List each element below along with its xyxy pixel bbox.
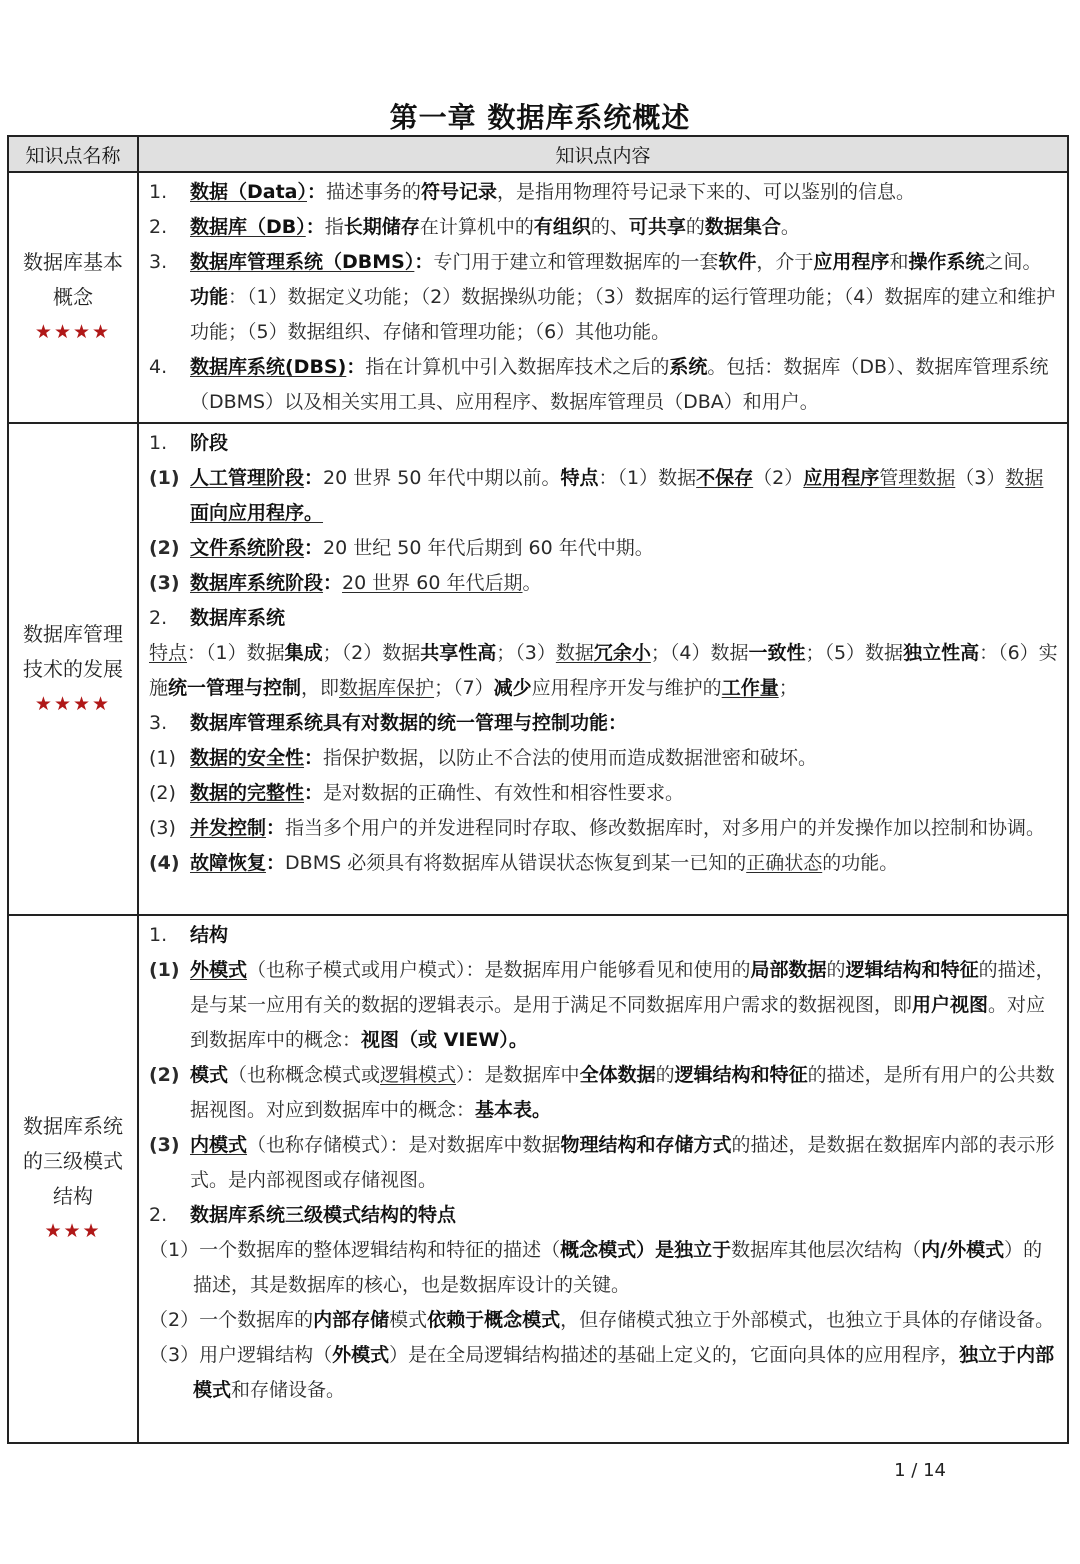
page-number: 1 / 14	[894, 1460, 946, 1481]
section-heading: 3. 数据库管理系统具有对数据的统一管理与控制功能：	[149, 712, 628, 734]
list-item: (3) 内模式（也称存储模式）：是对数据库中数据物理结构和存储方式的描述，是数据在数据库内部的表示形式。是内部视图或存储视图。	[149, 1134, 1055, 1191]
topic-name-line: 数据库基本	[23, 250, 123, 274]
list-item: （3）用户逻辑结构（外模式）是在全局逻辑结构描述的基础上定义的，它面向具体的应用程序，独立于内部模式和存储设备。	[149, 1344, 1055, 1401]
term: 数据库系统(DBS)	[190, 356, 347, 378]
term: 内模式	[190, 1134, 248, 1156]
header-content: 知识点内容	[138, 136, 1068, 172]
list-item: (1) 数据的安全性：指保护数据，以防止不合法的使用而造成数据泄密和破坏。	[149, 747, 818, 769]
list-item: (4) 故障恢复：DBMS 必须具有将数据库从错误状态恢复到某一已知的正确状态的功能。	[149, 852, 899, 874]
topic-content-cell	[138, 423, 1068, 915]
section-heading: 2. 数据库系统	[149, 607, 286, 629]
list-item: (2) 文件系统阶段：20 世纪 50 年代后期到 60 年代中期。	[149, 537, 654, 559]
list-item: (1) 外模式（也称子模式或用户模式）：是数据库用户能够看见和使用的局部数据的逻辑结构和特征的描述，是与某一应用有关的数据的逻辑表示。是用于满足不同数据库用户需求的数据视图，即用户视图。对应到数据库中的概念：视图（或 VIEW）。	[149, 959, 1055, 1051]
topic-name-cell	[8, 915, 138, 1443]
table-row	[8, 172, 1068, 423]
section-heading: 1. 结构	[149, 924, 229, 946]
section-heading: 1. 阶段	[149, 432, 229, 454]
list-item: （2）一个数据库的内部存储模式依赖于概念模式，但存储模式独立于外部模式，也独立于具体的存储设备。	[149, 1309, 1055, 1331]
term: 数据库管理系统（DBMS）	[190, 251, 415, 273]
list-item: 1. 数据（Data）：描述事务的符号记录，是指用物理符号记录下来的、可以鉴别的信息。	[149, 181, 916, 203]
term: 数据的安全性	[190, 747, 305, 769]
header-name: 知识点名称	[8, 136, 138, 172]
term: 文件系统阶段	[190, 537, 305, 559]
list-item: （1）一个数据库的整体逻辑结构和特征的描述（概念模式）是独立于数据库其他层次结构（内/外模式）的描述，其是数据库的核心，也是数据库设计的关键。	[149, 1239, 1043, 1296]
topic-name-line: 概念	[53, 285, 93, 309]
importance-stars: ★★★★	[34, 321, 112, 343]
topic-content-cell	[138, 915, 1068, 1443]
section-heading: 2. 数据库系统三级模式结构的特点	[149, 1204, 457, 1226]
topic-name-line: 数据库管理	[23, 621, 123, 646]
list-item: 4. 数据库系统(DBS)：指在计算机中引入数据库技术之后的系统。包括：数据库（DB）、数据库管理系统（DBMS）以及相关实用工具、应用程序、数据库管理员（DBA）和用户。	[149, 356, 1049, 413]
list-item: (2) 数据的完整性：是对数据的正确性、有效性和相容性要求。	[149, 782, 685, 804]
page-title: 第一章 数据库系统概述	[389, 101, 691, 134]
topic-name-line: 技术的发展	[23, 656, 123, 681]
term: 数据库系统阶段	[190, 572, 324, 594]
list-item: (2) 模式（也称概念模式或逻辑模式）：是数据库中全体数据的逻辑结构和特征的描述，是所有用户的公共数据视图。对应到数据库中的概念：基本表。	[149, 1064, 1055, 1121]
term: 数据的完整性	[190, 782, 305, 804]
term: 数据库（DB）	[190, 216, 306, 238]
topic-name-line: 的三级模式	[23, 1149, 123, 1173]
topic-name-line: 结构	[53, 1184, 93, 1208]
table-row	[8, 915, 1068, 1443]
topic-name-cell	[8, 172, 138, 423]
topic-name-cell	[8, 423, 138, 915]
list-item: 2. 数据库（DB）：指长期储存在计算机中的有组织的、可共享的数据集合。	[149, 216, 800, 238]
term: 模式	[190, 1064, 229, 1086]
table-header-row	[8, 136, 1068, 172]
table-row	[8, 423, 1068, 915]
topic-name-line: 数据库系统	[23, 1114, 123, 1138]
topic-content-cell	[138, 172, 1068, 423]
term: 并发控制	[190, 817, 267, 839]
importance-stars: ★★★★	[34, 692, 112, 715]
knowledge-table	[7, 135, 1069, 1444]
list-item: (3) 数据库系统阶段：20 世界 60 年代后期。	[149, 572, 542, 594]
feature-paragraph: 特点：（1）数据集成；（2）数据共享性高；（3）数据冗余小；（4）数据一致性；（5）数据独立性高：（6）实施统一管理与控制，即数据库保护；（7）减少应用程序开发与维护的工作量；	[149, 642, 1058, 699]
term: 人工管理阶段	[190, 467, 305, 489]
list-item: (3) 并发控制：指当多个用户的并发进程同时存取、修改数据库时，对多用户的并发操作加以控制和协调。	[149, 817, 1046, 839]
term: 外模式	[190, 959, 248, 981]
term: 故障恢复	[190, 852, 267, 874]
importance-stars: ★★★	[44, 1220, 102, 1242]
term: 数据（Data）	[190, 181, 307, 203]
list-item: (1) 人工管理阶段：20 世界 50 年代中期以前。特点：（1）数据不保存（2）应用程序管理数据（3）数据面向应用程序。	[149, 467, 1044, 524]
list-item: 3. 数据库管理系统（DBMS）：专门用于建立和管理数据库的一套软件，介于应用程序和操作系统之间。功能：（1）数据定义功能；（2）数据操纵功能；（3）数据库的运行管理功能；（4）数据库的建立和维护功能；（5）数据组织、存储和管理功能；（6）其他功能。	[149, 251, 1056, 343]
